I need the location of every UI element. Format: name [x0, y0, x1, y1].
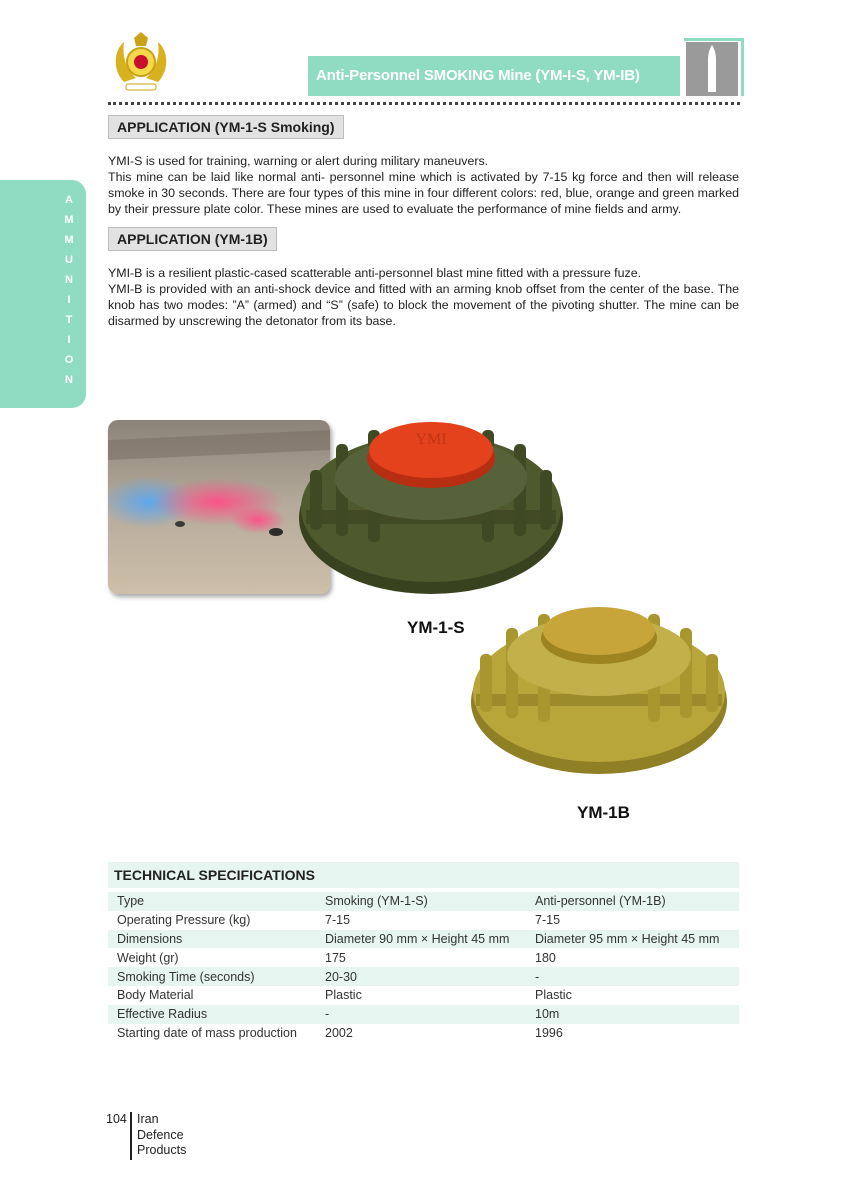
table-row: Operating Pressure (kg) 7-15 7-15 [117, 913, 561, 928]
table-row: Weight (gr) 175 180 [117, 950, 556, 965]
footer-divider [130, 1112, 132, 1160]
page-number: 104 [106, 1112, 127, 1126]
section-body-ym1b: YMI-B is a resilient plastic-cased scatterable anti-personnel blast mine fitted with a pressure fuze. YMI-B is provided with an anti-shock device and fitted with an arming knob offset from the center of the base. The knob has two modes: ”A” (armed) and “S” (safe) to block the movement of the pivoting shutter. The mine can be disarmed by unscrewing the detonator from its base. [108, 266, 739, 328]
table-row: Type Smoking (YM-1-S) Anti-personnel (YM-1B) [108, 892, 739, 911]
mine-ym1b-label: YM-1B [577, 803, 630, 822]
specs-heading: TECHNICAL SPECIFICATIONS [108, 862, 739, 888]
specs-table [108, 892, 739, 1042]
cap-engraving: YMI [415, 431, 447, 448]
emblem-logo-icon [110, 30, 172, 96]
category-side-label: A M M U N I T I O N [64, 194, 74, 386]
page-title: Anti-Personnel SMOKING Mine (YM-I-S, YM-IB) [308, 56, 680, 96]
table-row: Body Material Plastic Plastic [117, 988, 572, 1003]
table-row: Effective Radius - 10m [108, 1005, 739, 1024]
table-row: Starting date of mass production 2002 1996 [117, 1025, 563, 1040]
mine-ym1s-label: YM-1-S [407, 618, 465, 637]
bullet-icon [686, 42, 738, 96]
section-heading-ym1s: APPLICATION (YM-1-S Smoking) [108, 115, 344, 139]
mine-ym1s-image [296, 400, 566, 600]
header-divider [108, 102, 740, 105]
mine-ym1b-image [468, 586, 730, 778]
section-body-ym1s: YMI-S is used for training, warning or alert during military maneuvers. This mine can be laid like normal anti- personnel mine which is activated by 7-15 kg force and then will release smoke in 30 seconds. There are four types of this mine in four different colors: red, blue, orange and green marked by their pressure plate color. These mines are used to evaluate the performance of mine fields and army. [108, 154, 739, 216]
table-row: Dimensions Diameter 90 mm × Height 45 mm Diameter 95 mm × Height 45 mm [108, 930, 739, 949]
section-heading-ym1b: APPLICATION (YM-1B) [108, 227, 277, 251]
table-row: Smoking Time (seconds) 20-30 - [108, 967, 739, 986]
publication-name: Iran Defence Products [137, 1112, 187, 1157]
